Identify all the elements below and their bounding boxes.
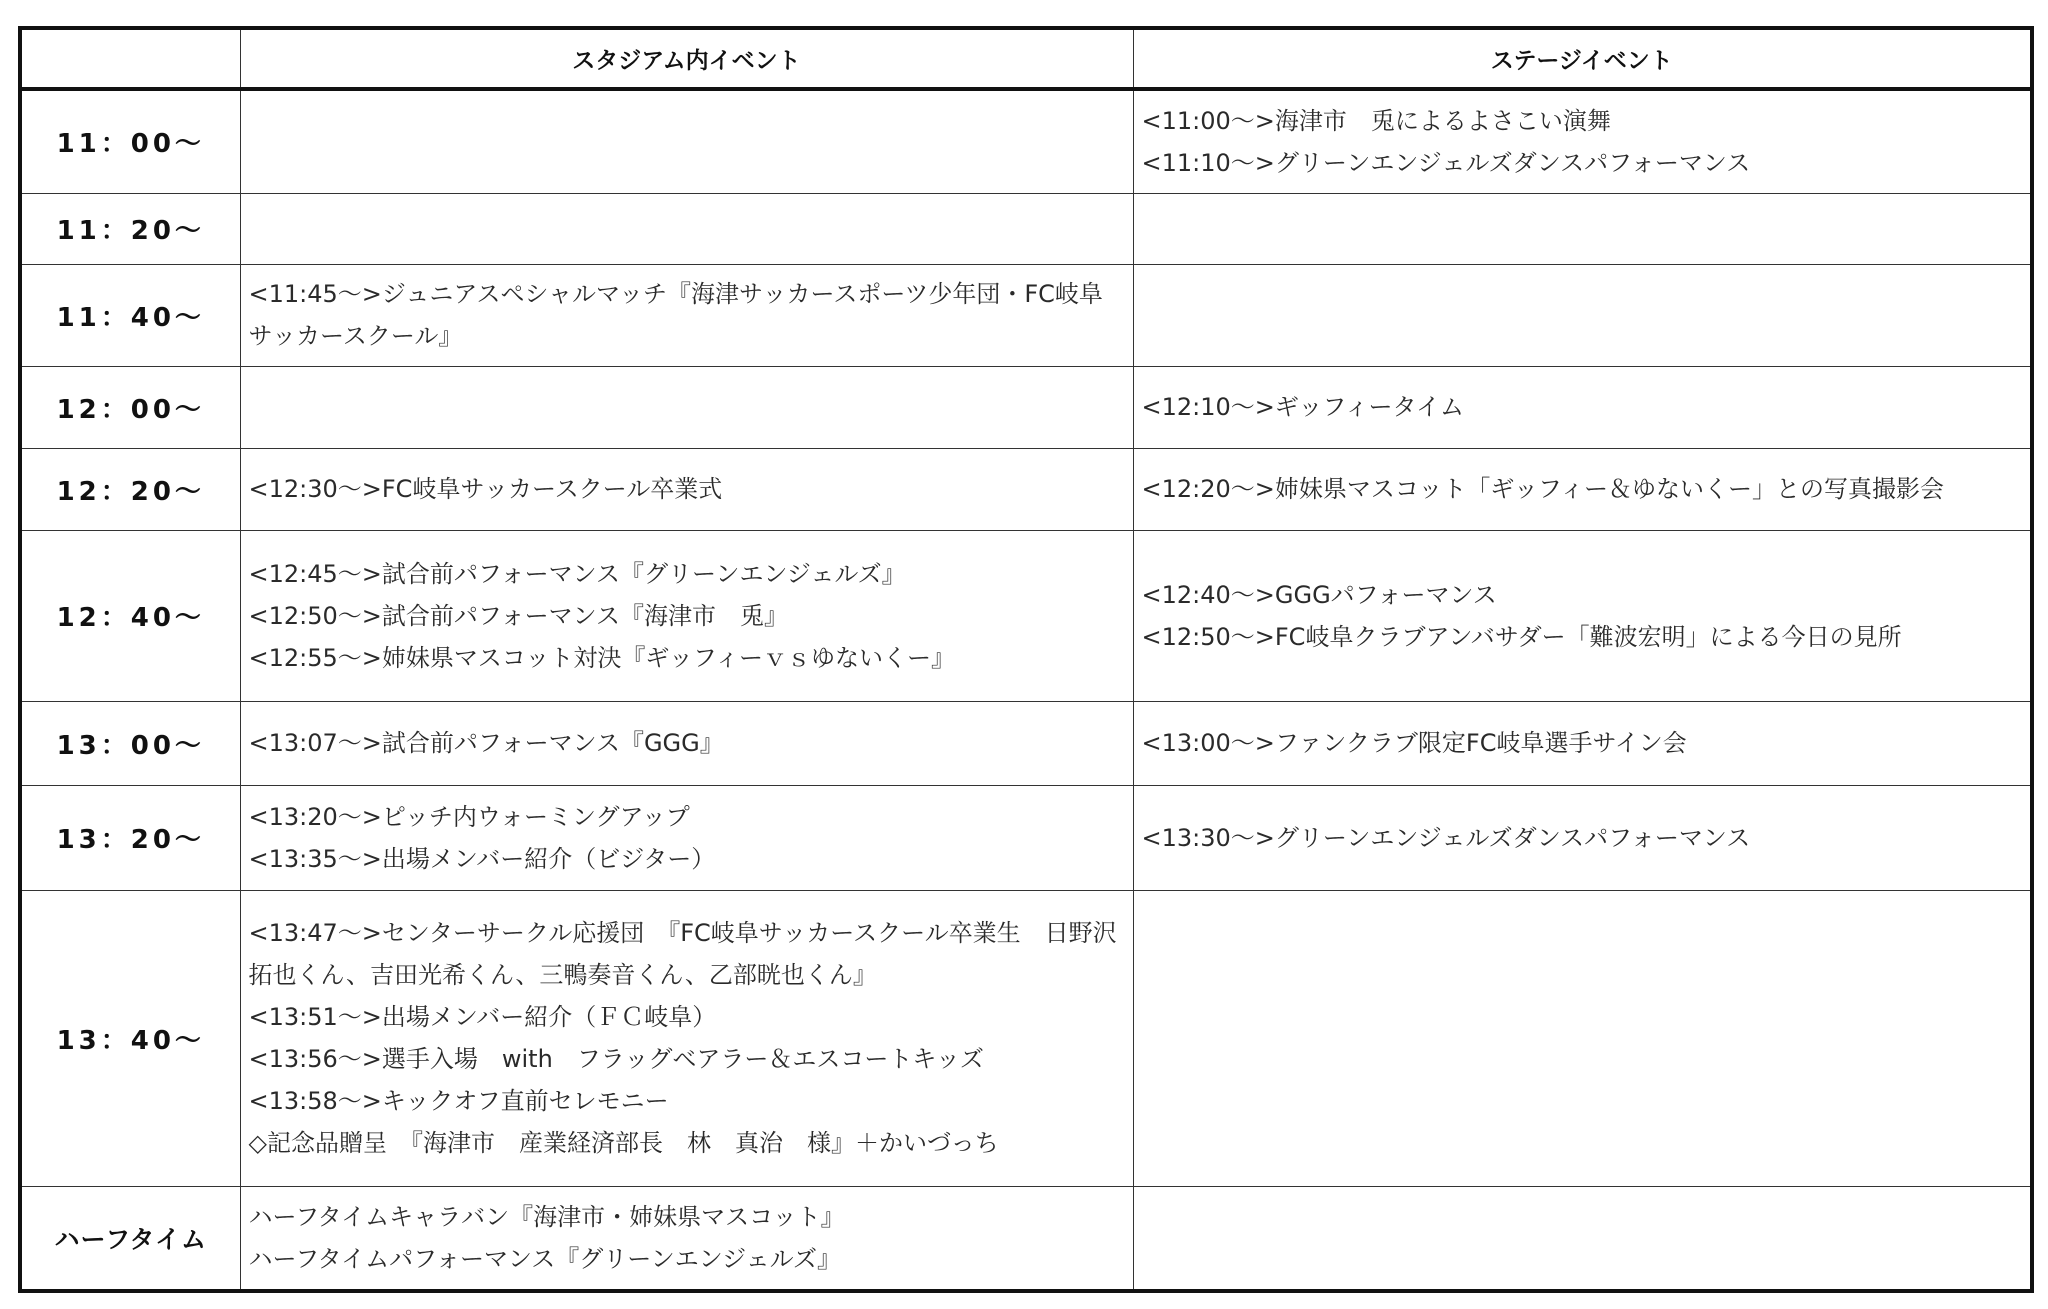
stage-events-cell <box>1133 264 2032 366</box>
stage-events-cell <box>1133 890 2032 1186</box>
time-slot: 11：00～ <box>20 89 240 193</box>
header-stadium-events: スタジアム内イベント <box>240 28 1133 89</box>
schedule-row <box>20 530 2032 701</box>
stage-events-cell <box>1133 366 2032 448</box>
schedule-row <box>20 89 2032 193</box>
time-slot: 12：20～ <box>20 448 240 530</box>
time-slot: 13：00～ <box>20 701 240 785</box>
stage-event-item: <13:30～>グリーンエンジェルズダンスパフォーマンス <box>1141 823 1751 852</box>
stadium-event-item: <13:35～>出場メンバー紹介（ビジター） <box>248 844 716 873</box>
stage-events-cell <box>1133 89 2032 193</box>
schedule-row <box>20 448 2032 530</box>
stage-event-item: <13:00～>ファンクラブ限定FC岐阜選手サイン会 <box>1141 729 1687 757</box>
time-slot: 12：00～ <box>20 366 240 448</box>
schedule-row <box>20 785 2032 890</box>
header-stage-events: ステージイベント <box>1133 28 2032 89</box>
schedule-row <box>20 366 2032 448</box>
stadium-events-cell <box>240 1186 1133 1291</box>
stage-events-cell <box>1133 701 2032 785</box>
time-slot: 12：40～ <box>20 530 240 701</box>
stadium-events-cell <box>240 448 1133 530</box>
stadium-event-item: <12:55～>姉妹県マスコット対決『ギッフィーｖｓゆないくー』 <box>248 643 956 672</box>
time-slot: 11：20～ <box>20 193 240 264</box>
stadium-event-item: <11:45～>ジュニアスペシャルマッチ『海津サッカースポーツ少年団・FC岐阜サッカースクール』 <box>248 280 1103 350</box>
time-slot: 13：20～ <box>20 785 240 890</box>
stadium-event-item: <12:50～>試合前パフォーマンス『海津市 兎』 <box>248 601 788 630</box>
schedule-row <box>20 1186 2032 1291</box>
stadium-event-item: <12:45～>試合前パフォーマンス『グリーンエンジェルズ』 <box>248 559 906 588</box>
stage-event-item: <12:10～>ギッフィータイム <box>1141 393 1465 421</box>
schedule-row <box>20 701 2032 785</box>
stage-event-item: <11:00～>海津市 兎によるよさこい演舞 <box>1141 106 1611 135</box>
stadium-event-item: <13:07～>試合前パフォーマンス『GGG』 <box>248 729 724 757</box>
stage-events-cell <box>1133 1186 2032 1291</box>
stage-event-item: <11:10～>グリーンエンジェルズダンスパフォーマンス <box>1141 148 1751 177</box>
stadium-events-cell <box>240 193 1133 264</box>
stadium-events-cell <box>240 701 1133 785</box>
stadium-events-cell <box>240 785 1133 890</box>
stadium-event-item: ハーフタイムキャラバン『海津市・姉妹県マスコット』 <box>248 1202 845 1231</box>
stadium-event-item: <13:56～>選手入場 with フラッグベアラー＆エスコートキッズ <box>248 1045 984 1073</box>
stadium-event-item: ◇記念品贈呈 『海津市 産業経済部長 林 真治 様』＋かいづっち <box>248 1129 999 1157</box>
stadium-events-cell <box>240 530 1133 701</box>
stage-events-cell <box>1133 448 2032 530</box>
header-row <box>20 28 2032 89</box>
stage-event-item: <12:20～>姉妹県マスコット「ギッフィー＆ゆないくー」との写真撮影会 <box>1141 475 1945 503</box>
time-slot: 13：40～ <box>20 890 240 1186</box>
schedule-row <box>20 890 2032 1186</box>
stage-events-cell <box>1133 193 2032 264</box>
schedule-body <box>20 89 2032 1291</box>
stadium-event-item: <13:58～>キックオフ直前セレモニー <box>248 1087 669 1115</box>
stadium-event-item: <13:47～>センターサークル応援団 『FC岐阜サッカースクール卒業生 日野沢拓也くん、吉田光希くん、三鴨奏音くん、乙部晄也くん』 <box>248 919 1117 989</box>
schedule-row <box>20 264 2032 366</box>
header-time-corner <box>20 28 240 89</box>
stage-events-cell <box>1133 530 2032 701</box>
stadium-events-cell <box>240 890 1133 1186</box>
stadium-event-item: <13:20～>ピッチ内ウォーミングアップ <box>248 802 690 831</box>
stadium-event-item: <12:30～>FC岐阜サッカースクール卒業式 <box>248 475 723 503</box>
stadium-events-cell <box>240 366 1133 448</box>
stadium-events-cell <box>240 89 1133 193</box>
stadium-event-item: ハーフタイムパフォーマンス『グリーンエンジェルズ』 <box>248 1244 841 1273</box>
time-slot: 11：40～ <box>20 264 240 366</box>
stadium-events-cell <box>240 264 1133 366</box>
time-slot: ハーフタイム <box>20 1186 240 1291</box>
stage-event-item: <12:40～>GGGパフォーマンス <box>1141 580 1497 609</box>
schedule-row <box>20 193 2032 264</box>
event-schedule-table <box>18 26 2034 1293</box>
stage-events-cell <box>1133 785 2032 890</box>
stadium-event-item: <13:51～>出場メンバー紹介（ＦＣ岐阜） <box>248 1003 717 1031</box>
stage-event-item: <12:50～>FC岐阜クラブアンバサダー「難波宏明」による今日の見所 <box>1141 622 1902 651</box>
